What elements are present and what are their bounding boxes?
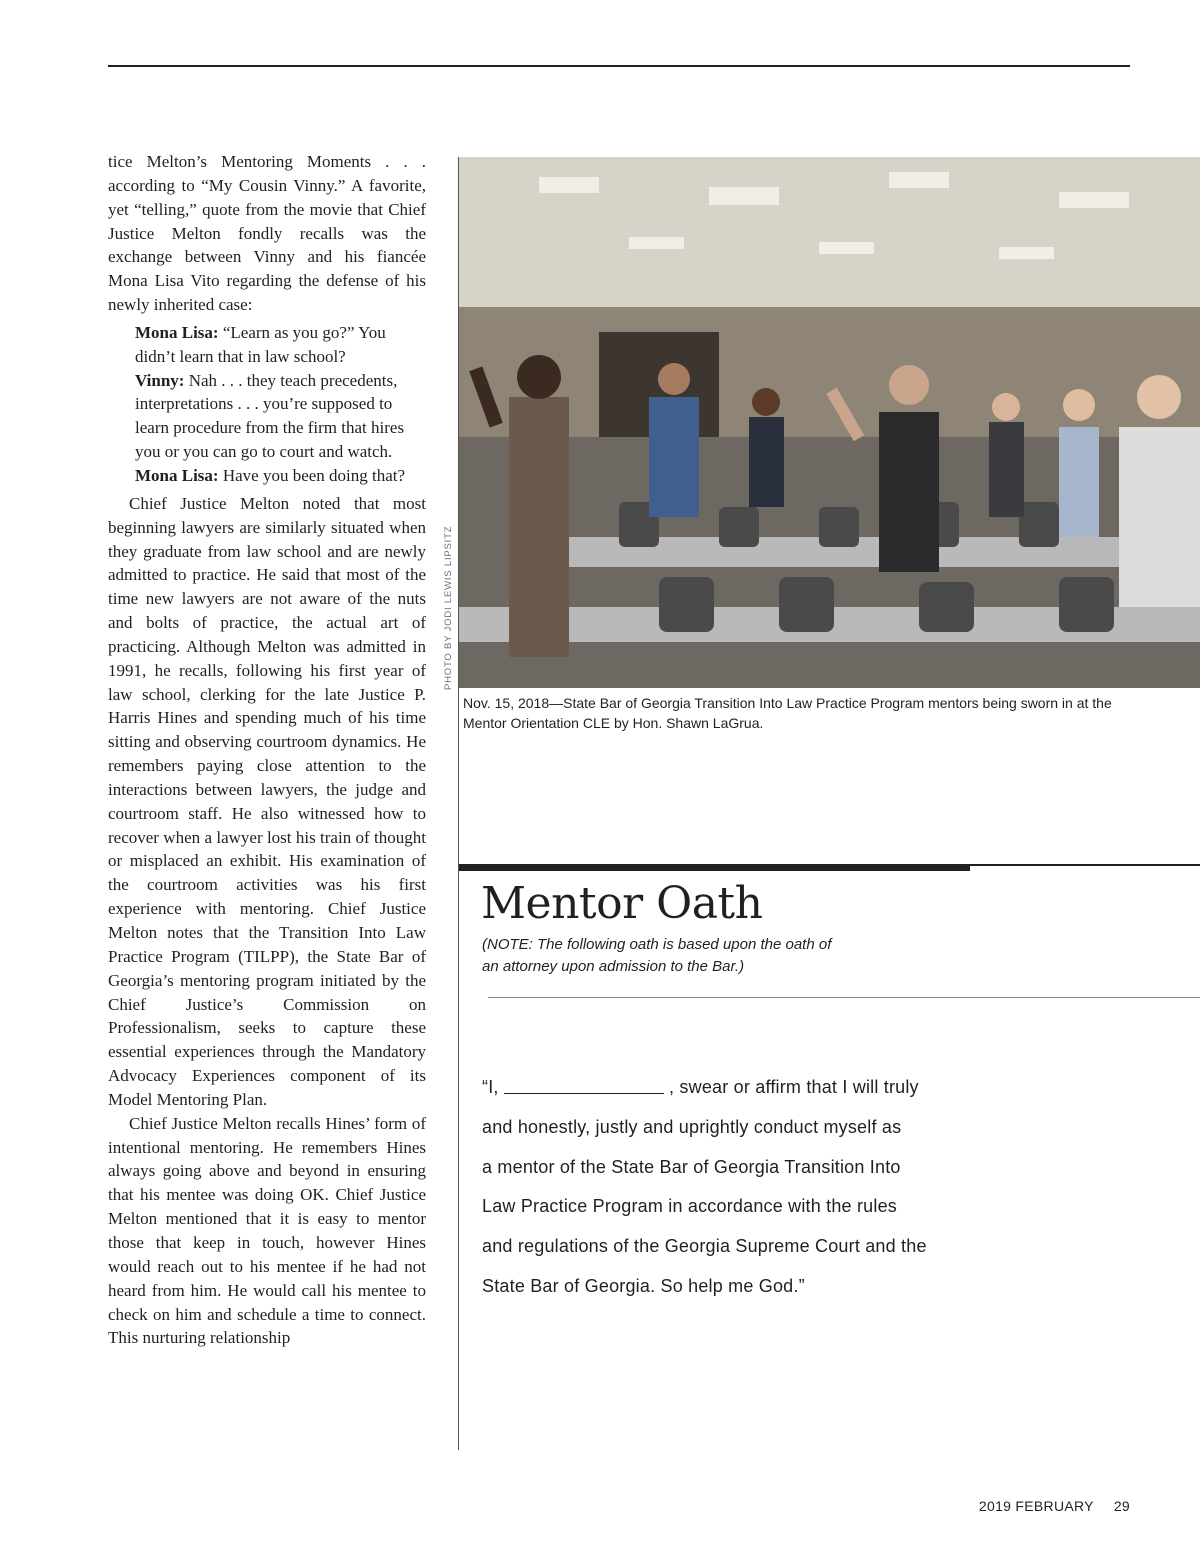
body-paragraph-1: tice Melton’s Mentoring Moments . . . according to “My Cousin Vinny.” A favorite, yet “telling,” quote from the movie that Chief Justice Melton fondly recalls was the exchange between Vinny and his fiancée Mona Lisa Vito regarding the defense of his newly inherited case: (108, 152, 426, 315)
dialogue-line-3 (135, 464, 426, 488)
oath-section-rule-thin (970, 864, 1200, 866)
name-blank (504, 1078, 664, 1094)
oath-line-1-end: , swear or affirm that I will truly (669, 1077, 919, 1097)
oath-section-rule-thick (459, 864, 970, 871)
oath-line-1 (482, 1068, 1002, 1108)
issue-label: 2019 FEBRUARY (978, 1498, 1094, 1514)
dialogue-speaker: Mona Lisa: (135, 322, 219, 342)
dialogue-text: Have you been doing that? (218, 465, 406, 485)
dialogue-speaker: Mona Lisa: (135, 465, 219, 485)
oath-line-1-start: “I, (482, 1077, 499, 1097)
dialogue-text: “Learn as you go?” You didn’t learn that in law school? (135, 322, 386, 366)
oath-title: Mentor Oath (481, 878, 763, 929)
oath-line-2: and honestly, justly and uprightly conduct myself as (482, 1116, 902, 1137)
oath-line-5: and regulations of the Georgia Supreme Court and the (482, 1236, 927, 1257)
swearing-in-photo (459, 157, 1200, 688)
oath-line-6: State Bar of Georgia. So help me God.” (482, 1275, 805, 1296)
oath-note: (NOTE: The following oath is based upon the oath of an attorney upon admission to the Bar.) (482, 936, 832, 975)
body-paragraph-2: Chief Justice Melton noted that most beginning lawyers are similarly situated when they graduate from law school and are newly admitted to practice. He said that most of the time new lawyers are not aware of the nuts and bolts of practice, the actual art of practicing. Although Melton was admitted in 1991, he recalls, following his first year of law school, clerking for the late Justice P. Harris Hines and spending much of his time sitting and observing courtroom dynamics. He remembers paying close attention to the interactions between lawyers, the judge and courtroom staff. He also witnessed how to recover when a lawyer lost his train of thought or misplaced an exhibit. His examination of the courtroom activities was his first experience with mentoring. Chief Justice Melton notes that the Transition Into Law Practice Program (TILPP), the State Bar of Georgia’s mentoring program initiated by the Chief Justice’s Commission on Professionalism, seeks to capture these essential experiences through the Mandatory Advocacy Experiences component of its Model Mentoring Plan. (108, 493, 426, 1109)
page-footer (979, 1498, 1130, 1514)
oath-text (482, 1068, 1002, 1307)
dialogue-line-2 (135, 369, 426, 464)
movie-dialogue (135, 321, 426, 488)
dialogue-speaker: Vinny: (135, 370, 185, 390)
oath-line-3: a mentor of the State Bar of Georgia Transition Into (482, 1156, 901, 1177)
oath-line-4: Law Practice Program in accordance with the rules (482, 1196, 897, 1217)
photo-illustration (459, 157, 1200, 688)
top-rule (108, 65, 1130, 67)
oath-divider (488, 997, 1200, 998)
article-body-column (108, 150, 426, 1350)
dialogue-line-1 (135, 321, 426, 369)
page-number: 29 (1113, 1498, 1130, 1514)
photo-caption: Nov. 15, 2018—State Bar of Georgia Transition Into Law Practice Program mentors being sworn in at the Mentor Orientation CLE by Hon. Shawn LaGrua. (463, 695, 1112, 731)
photo-credit: PHOTO BY JODI LEWIS LIPSITZ (443, 525, 454, 690)
dialogue-text: Nah . . . they teach precedents, interpretations . . . you’re supposed to learn procedure from the firm that hires you or you can go to court and watch. (135, 370, 405, 462)
body-paragraph-3: Chief Justice Melton recalls Hines’ form of intentional mentoring. He remembers Hines always going above and beyond in ensuring that his mentee was doing OK. Chief Justice Melton mentioned that it is easy to mentor those that keep in touch, however Hines would reach out to his mentee if he had not heard from him. He would call his mentee to check on him and schedule a time to connect. This nurturing relationship (108, 1113, 426, 1348)
